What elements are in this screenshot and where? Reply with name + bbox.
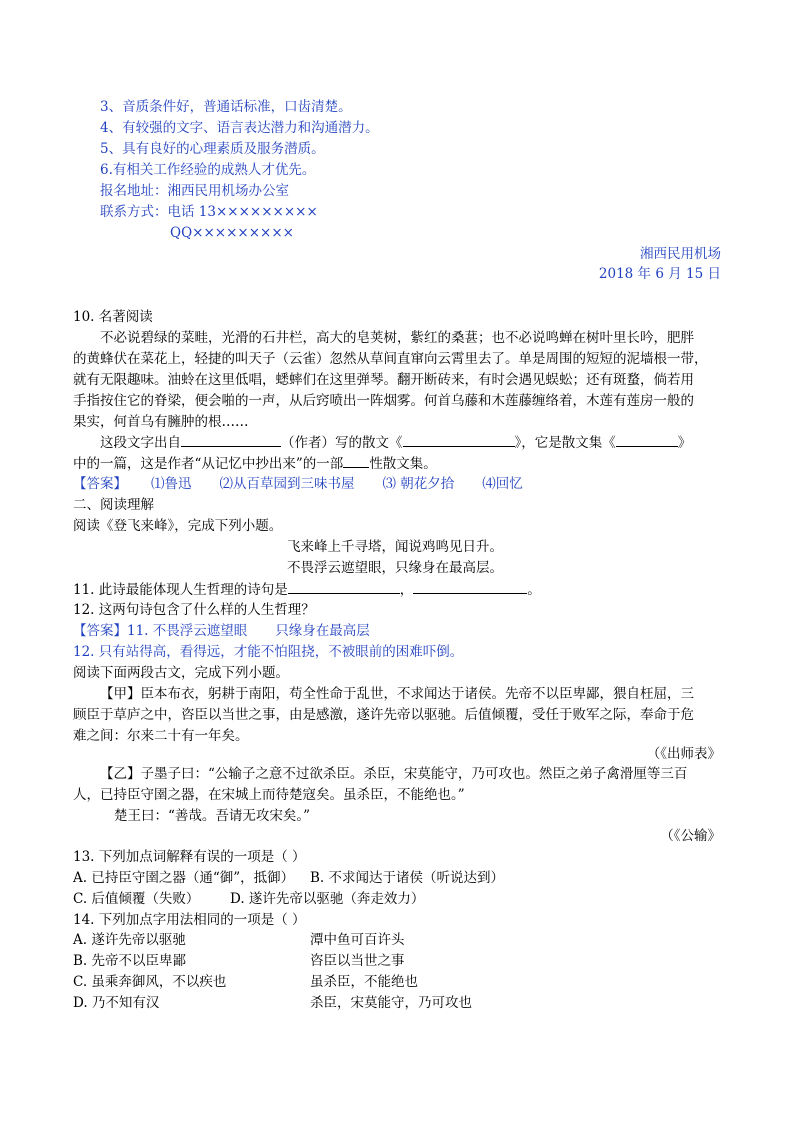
q13-stem: 13. 下列加点词解释有误的一项是（ ） xyxy=(73,849,306,865)
answer-item: ⑵从百草园到三味书屋 xyxy=(219,476,355,492)
q10-fill-text: 这段文字出自 xyxy=(100,435,181,451)
blank[interactable] xyxy=(616,432,678,447)
yi-source: （《公输》 xyxy=(660,828,721,844)
q12-stem: 12. 这两句诗包含了什么样的人生哲理？ xyxy=(73,602,315,618)
notice-item: 4、有较强的文字、语言表达潜力和沟通潜力。 xyxy=(100,120,379,136)
notice-item: 5、具有良好的心理素质及服务潜质。 xyxy=(100,141,325,157)
notice-item: 6.有相关工作经验的成熟人才优先。 xyxy=(100,162,316,178)
q10-fill-text: 中的一篇，这是作者“从记忆中抄出来”的一部 xyxy=(73,456,344,472)
jia-line: 【甲】臣本布衣，躬耕于南阳，苟全性命于乱世，不求闻达于诸侯。先帝不以臣卑鄙，猥自枉屈，三 xyxy=(100,686,694,702)
q10-fill-line xyxy=(73,453,437,474)
answer-item: ⑴鲁迅 xyxy=(151,476,192,492)
answer-item: ⑶ 朝花夕拾 xyxy=(382,476,455,492)
q11-sep: ， xyxy=(399,582,414,598)
q10-fill-text: 》，它是散文集《 xyxy=(514,435,616,451)
q13-option-c[interactable]: C. 后值倾覆（失败） xyxy=(73,891,200,907)
q14-option-c[interactable]: C. 虽乘奔御风，不以疾也 xyxy=(73,974,227,990)
blank[interactable] xyxy=(413,579,527,594)
q14-option-d[interactable]: D. 乃不知有汉 xyxy=(73,995,160,1011)
blank[interactable] xyxy=(288,579,400,594)
notice-item: 3、音质条件好，普通话标准，口齿清楚。 xyxy=(100,99,352,115)
q10-passage-line: 不必说碧绿的菜畦，光滑的石井栏，高大的皂荚树，紫红的桑葚；也不必说鸣蝉在树叶里长吟，肥胖 xyxy=(100,330,694,346)
q10-answer-line xyxy=(73,474,523,494)
poem-line: 不畏浮云遮望眼，只缘身在最高层。 xyxy=(287,560,503,576)
blank[interactable] xyxy=(403,432,515,447)
jia-line: 难之间：尔来二十有一年矣。 xyxy=(73,728,249,744)
q10-passage-line: 就有无限趣味。油蛉在这里低唱，蟋蟀们在这里弹琴。翻开断砖来，有时会遇见蜈蚣；还有斑蝥，倘若用 xyxy=(73,372,694,388)
blank[interactable] xyxy=(343,453,369,468)
q14-option-a-pair: 潭中鱼可百许头 xyxy=(310,932,405,948)
section-title: 二、阅读理解 xyxy=(73,497,154,513)
answer-tag: 【答案】 xyxy=(73,476,127,492)
answer-item: 11. 不畏浮云遮望眼 xyxy=(127,623,248,639)
answer-item: ⑷回忆 xyxy=(482,476,523,492)
q14-option-a[interactable]: A. 遂许先帝以驱驰 xyxy=(73,932,186,948)
poem-line: 飞来峰上千寻塔，闻说鸡鸣见日升。 xyxy=(287,539,503,555)
notice-address: 报名地址：湘西民用机场办公室 xyxy=(100,183,289,199)
q10-fill-text: 性散文集。 xyxy=(369,456,437,472)
classical-intro: 阅读下面两段古文，完成下列小题。 xyxy=(73,665,289,681)
notice-org: 湘西民用机场 xyxy=(640,246,721,262)
q14-option-c-pair: 虽杀臣，不能绝也 xyxy=(310,974,418,990)
yi-line: 人，已持臣守圉之器，在宋城上而待楚寇矣。虽杀臣，不能绝也。” xyxy=(73,787,465,803)
q11-line xyxy=(73,579,541,600)
q13-option-b[interactable]: B. 不求闻达于诸侯（听说达到） xyxy=(310,870,505,886)
blank[interactable] xyxy=(181,432,281,447)
q12-answer: 12. 只有站得高，看得远，才能不怕阻挠，不被眼前的困难吓倒。 xyxy=(73,644,464,660)
q11-answer-line xyxy=(73,621,370,641)
q14-option-d-pair: 杀臣，宋莫能守，乃可攻也 xyxy=(310,995,472,1011)
yi-line: 【乙】子墨子曰：“公输子之意不过欲杀臣。杀臣，宋莫能守，乃可攻也。然臣之弟子禽滑厘等三百 xyxy=(100,766,688,782)
jia-source: （《出师表》 xyxy=(646,746,721,762)
q14-stem: 14. 下列加点字用法相同的一项是（ ） xyxy=(73,912,306,928)
answer-tag: 【答案】 xyxy=(73,623,127,639)
q10-passage-line: 果实，何首乌有臃肿的根…… xyxy=(73,414,249,430)
q13-option-a[interactable]: A. 已持臣守圉之器（通“御”，抵御） xyxy=(73,870,295,886)
q14-option-b[interactable]: B. 先帝不以臣卑鄙 xyxy=(73,953,187,969)
q10-fill-text: （作者）写的散文《 xyxy=(281,435,403,451)
q11-end: 。 xyxy=(527,582,541,598)
answer-item: 只缘身在最高层 xyxy=(275,623,370,639)
q10-fill-line xyxy=(100,432,691,453)
jia-line: 顾臣于草庐之中，咨臣以当世之事，由是感激，遂许先帝以驱驰。后值倾覆，受任于败军之际，奉命于危 xyxy=(73,707,694,723)
q10-passage-line: 的黄蜂伏在菜花上，轻捷的叫天子（云雀）忽然从草间直窜向云霄里去了。单是周围的短短的泥墙根一带， xyxy=(73,351,708,367)
poem-intro: 阅读《登飞来峰》，完成下列小题。 xyxy=(73,518,283,534)
notice-date: 2018 年 6 月 15 日 xyxy=(598,266,721,282)
q10-title: 10. 名著阅读 xyxy=(73,309,153,325)
notice-qq: QQ××××××××× xyxy=(170,225,294,241)
notice-contact: 联系方式：电话 13××××××××× xyxy=(100,204,318,220)
q14-option-b-pair: 咨臣以当世之事 xyxy=(310,953,405,969)
q10-fill-text: 》 xyxy=(677,435,692,451)
q13-option-d[interactable]: D. 遂许先帝以驱驰（奔走效力） xyxy=(230,891,425,907)
q11-stem: 11. 此诗最能体现人生哲理的诗句是 xyxy=(73,582,288,598)
q10-passage-line: 手指按住它的脊梁，便会啪的一声，从后窍喷出一阵烟雾。何首乌藤和木莲藤缠络着，木莲有莲房一般的 xyxy=(73,393,694,409)
yi-king: 楚王曰：“善哉。吾请无攻宋矣。” xyxy=(114,808,311,824)
